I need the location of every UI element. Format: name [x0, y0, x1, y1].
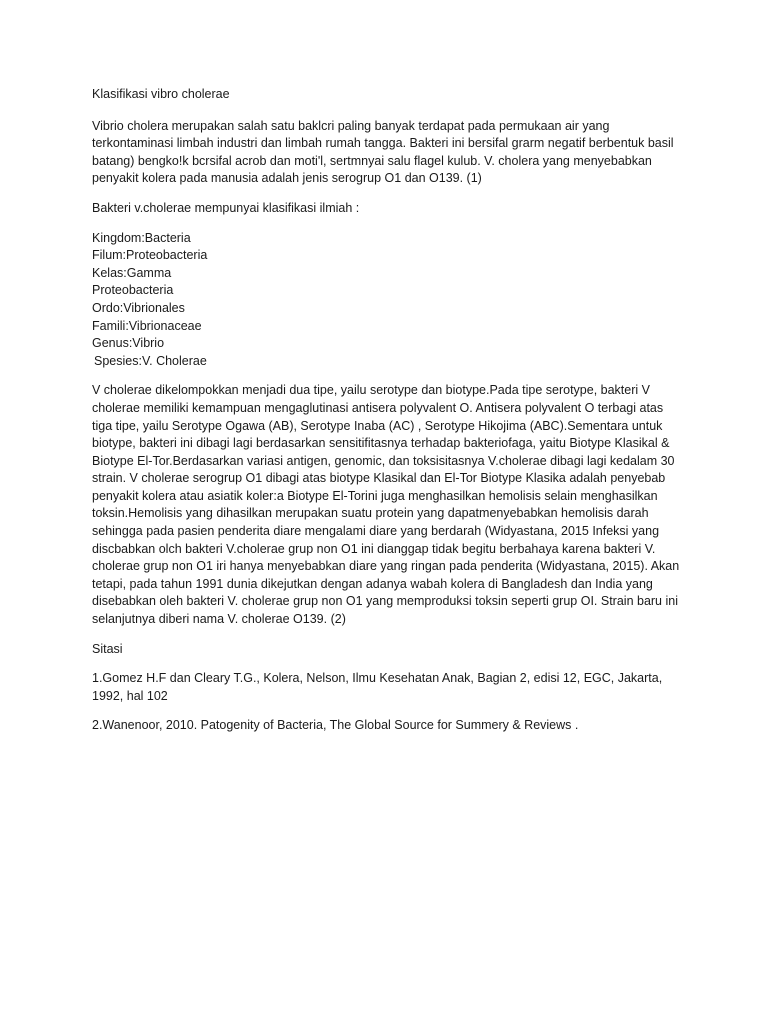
classification-item: Proteobacteria [92, 283, 174, 298]
citation-item: 1.Gomez H.F dan Cleary T.G., Kolera, Nelson, Ilmu Kesehatan Anak, Bagian 2, edisi 12, EGC, Jakarta, 1992, hal 102 [92, 671, 663, 703]
classification-item: Kelas:Gamma [92, 265, 172, 280]
classification-item: Genus:Vibrio [92, 336, 165, 351]
intro-paragraph: Vibrio cholera merupakan salah satu baklcri paling banyak terdapat pada permukaan air yang terkontaminasi limbah industri dan limbah rumah tangga. Bakteri ini bersifal grarm negatif berbentuk basil batang) bengko!k bcrsifal acrob dan moti'l, sertmnyai salu flagel kulub. V. cholera yang menyebabkan penyakit kolera pada manusia adalah jenis serogrup O1 dan O139. (1) [92, 118, 674, 186]
classification-item: Kingdom:Bacteria [92, 230, 191, 245]
classification-item: Ordo:Vibrionales [92, 300, 185, 315]
classification-heading: Bakteri v.cholerae mempunyai klasifikasi ilmiah : [92, 200, 360, 215]
citations-heading: Sitasi [92, 641, 123, 656]
classification-item: Spesies:V. Cholerae [94, 353, 207, 368]
document-page [92, 86, 682, 747]
citation-item: 2.Wanenoor, 2010. Patogenity of Bacteria, The Global Source for Summery & Reviews . [92, 718, 579, 733]
classification-item: Filum:Proteobacteria [92, 248, 208, 263]
body-paragraph: V cholerae dikelompokkan menjadi dua tipe, yailu serotype dan biotype.Pada tipe serotype, bakteri V cholerae memiliki kemampuan mengaglutinasi antisera polyvalent O. Antisera polyvalent O terbagi atas tiga tipe, yailu Serotype Ogawa (AB), Serotype Inaba (AC) , Serotype Hikojima (ABC).Sementara untuk biotype, bakteri ini dibagi lagi berdasarkan sensitifitasnya terhadap bakteriofaga, yaitu Biotype Klasikal & Biotype El-Tor.Berdasarkan variasi antigen, genomic, dan toksisitasnya V.cholerae dibagi lagi kedalam 30 strain. V cholerae serogrup O1 dibagi atas biotype Klasikal dan El-Tor Biotype Klasika adalah penyebab penyakit kolera atau asiatik koler:a Biotype El-Torini juga menghasilkan hemolisis selain menghasilkan toksin.Hemolisis yang dihasilkan merupakan suatu protein yang dapatmenyebabkan hemolisis darah sehingga pada pasien penderita diare mengalami diare yang berdarah (Widyastana, 2015 Infeksi yang discbabkan olch bakteri V.cholerae grup non O1 ini dianggap tidak begitu berbahaya karena bakteri V. cholerae grup non O1 iri hanya menyebabkan diare yang ringan pada penderita (Widyastana, 2015). Akan tetapi, pada tahun 1991 dunia dikejutkan dengan adanya wabah kolera di Bangladesh dan India yang disebabkan oleh bakteri V. cholerae grup non O1 yang memproduksi toksin seperti grup OI. Strain baru ini selanjutnya diberi nama V. cholerae O139. (2) [92, 383, 680, 627]
classification-list [92, 230, 682, 371]
classification-item: Famili:Vibrionaceae [92, 318, 202, 333]
document-title: Klasifikasi vibro cholerae [92, 87, 230, 101]
